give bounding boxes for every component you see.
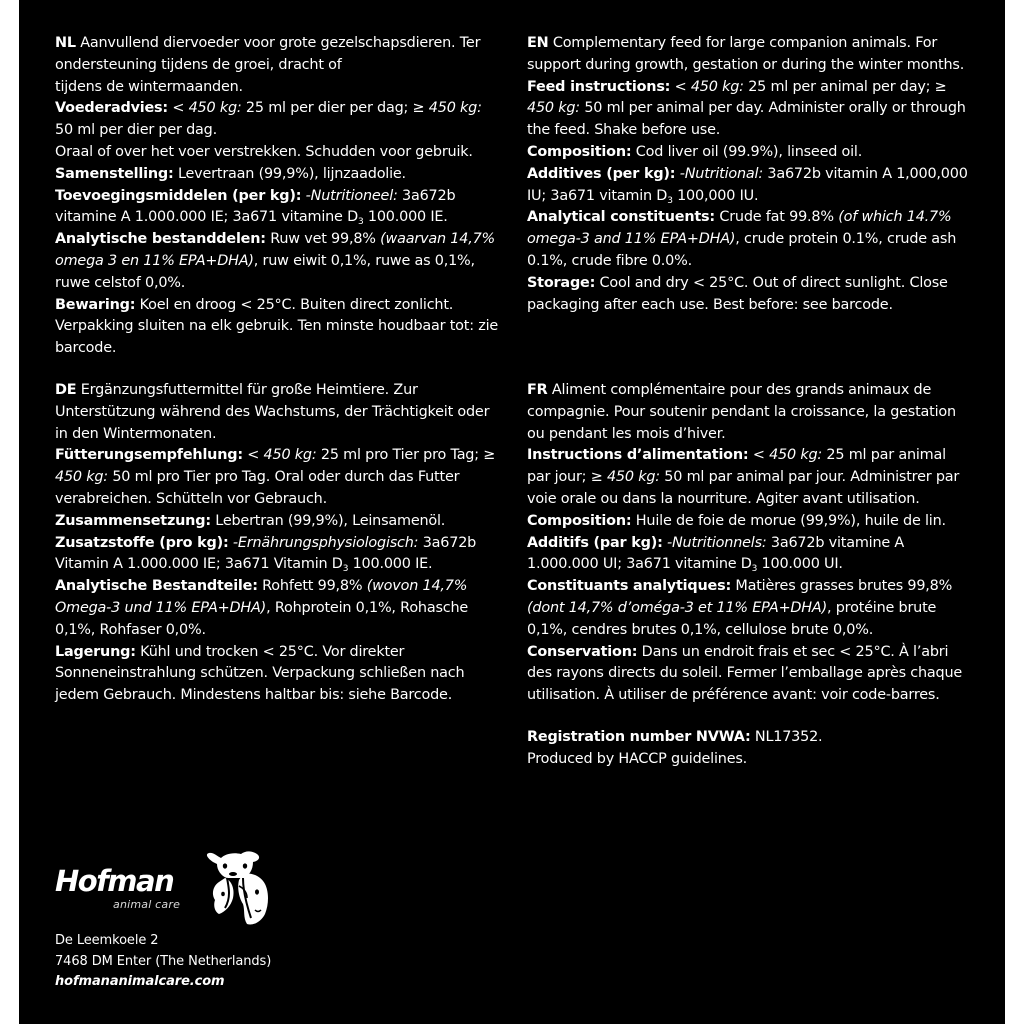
section-en bbox=[527, 33, 972, 316]
de-feed: Fütterungsempfehlung: < 450 kg: 25 ml pro Tier pro Tag; ≥ 450 kg: 50 ml pro Tier pro Tag. Oral oder durch das Futter verabreichen. Schütteln vor Gebrauch. bbox=[55, 447, 496, 507]
en-code: EN bbox=[527, 35, 549, 51]
nl-intro: NL Aanvullend diervoeder voor grote gezelschapsdieren. Ter ondersteuning tijdens de groei, dracht of tijdens de wintermaanden. bbox=[55, 35, 481, 95]
de-composition: Zusammensetzung: Lebertran (99,9%), Leinsamenöl. bbox=[55, 512, 446, 529]
nl-feed: Voederadvies: < 450 kg: 25 ml per dier per dag; ≥ 450 kg: 50 ml per dier per dag. Oraal of over het voer verstrekken. Schudden voor gebruik. bbox=[55, 100, 482, 160]
animals-icon bbox=[203, 848, 287, 928]
address-city: 7468 DM Enter (The Netherlands) bbox=[55, 953, 272, 969]
en-analysis: Analytical constituents: Crude fat 99.8% (of which 14.7% omega-3 and 11% EPA+DHA), crude protein 0.1%, crude ash 0.1%, crude fibre 0.0%. bbox=[527, 209, 957, 269]
registration-block bbox=[527, 727, 972, 771]
address-block bbox=[55, 931, 271, 993]
brand-name: Hofman bbox=[55, 864, 174, 898]
website-link[interactable]: hofmananimalcare.com bbox=[55, 974, 225, 989]
nl-analysis: Analytische bestanddelen: Ruw vet 99,8% (waarvan 14,7% omega 3 en 11% EPA+DHA), ruw eiwit 0,1%, ruwe as 0,1%, ruwe celstof 0,0%. bbox=[55, 231, 496, 291]
nl-composition: Samenstelling: Levertraan (99,9%), lijnzaadolie. bbox=[55, 165, 406, 182]
en-composition: Composition: Cod liver oil (99.9%), linseed oil. bbox=[527, 143, 863, 160]
fr-storage: Conservation: Dans un endroit frais et sec < 25°C. À l’abri des rayons directs du soleil. Fermer l’emballage après chaque utilisation. À utiliser de préférence avant: voir code-barres. bbox=[527, 643, 963, 704]
fr-analysis: Constituants analytiques: Matières grasses brutes 99,8% (dont 14,7% d’oméga-3 et 11% EPA+DHA), protéine brute 0,1%, cendres brutes 0,1%, cellulose brute 0,0%. bbox=[527, 578, 953, 638]
fr-feed: Instructions d’alimentation: < 450 kg: 25 ml par animal par jour; ≥ 450 kg: 50 ml par animal par jour. Administrer par voie orale ou dans la nourriture. Agiter avant utilisation. bbox=[527, 447, 960, 507]
address-street: De Leemkoele 2 bbox=[55, 933, 159, 948]
nl-storage: Bewaring: Koel en droog < 25°C. Buiten direct zonlicht. Verpakking sluiten na elk gebruik. Ten minste houdbaar tot: zie barcode. bbox=[55, 296, 499, 357]
de-storage: Lagerung: Kühl und trocken < 25°C. Vor direkter Sonneneinstrahlung schützen. Verpackung schließen nach jedem Gebrauch. Mindestens haltbar bis: siehe Barcode. bbox=[55, 643, 465, 704]
fr-composition: Composition: Huile de foie de morue (99,9%), huile de lin. bbox=[527, 512, 946, 529]
fr-additives: Additifs (par kg): -Nutritionnels: 3a672b vitamine A 1.000.000 UI; 3a671 vitamine $D_3$ 100.000 UI. bbox=[527, 534, 905, 575]
de-additives: Zusatzstoffe (pro kg): -Ernährungsphysiologisch: 3a672b Vitamin A 1.000.000 IE; 3a671 Vitamin $D_3$ 100.000 IE. bbox=[55, 534, 477, 575]
fr-code: FR bbox=[527, 382, 548, 398]
de-analysis: Analytische Bestandteile: Rohfett 99,8% (wovon 14,7% Omega-3 und 11% EPA+DHA), Rohprotein 0,1%, Rohasche 0,1%, Rohfaser 0,0%. bbox=[55, 578, 469, 638]
section-de bbox=[55, 380, 500, 707]
fr-intro: FR Aliment complémentaire pour des grands animaux de compagnie. Pour soutenir pendant la croissance, la gestation ou pendant les mois d’hiver. bbox=[527, 382, 956, 442]
product-label-panel bbox=[19, 0, 1005, 1024]
haccp-note: Produced by HACCP guidelines. bbox=[527, 750, 748, 767]
brand-tagline: animal care bbox=[113, 898, 181, 911]
section-fr bbox=[527, 380, 972, 707]
nl-code: NL bbox=[55, 35, 76, 51]
en-feed: Feed instructions: < 450 kg: 25 ml per animal per day; ≥ 450 kg: 50 ml per animal per day. Administer orally or through the feed. Shake before use. bbox=[527, 78, 966, 139]
de-intro: DE Ergänzungsfuttermittel für große Heimtiere. Zur Unterstützung während des Wachstums, der Trächtigkeit oder in den Wintermonaten. bbox=[55, 382, 490, 442]
en-intro: EN Complementary feed for large companion animals. For support during growth, gestation or during the winter months. bbox=[527, 35, 965, 73]
de-code: DE bbox=[55, 382, 77, 398]
nl-additives: Toevoegingsmiddelen (per kg): -Nutritioneel: 3a672b vitamine A 1.000.000 IE; 3a671 vitamine $D_3$ 100.000 IE. bbox=[55, 187, 456, 228]
registration-number: Registration number NVWA: NL17352. bbox=[527, 729, 823, 745]
en-storage: Storage: Cool and dry < 25°C. Out of direct sunlight. Close packaging after each use. Best before: see barcode. bbox=[527, 274, 948, 313]
section-nl bbox=[55, 33, 500, 360]
hofman-logo bbox=[55, 848, 295, 928]
en-additives: Additives (per kg): -Nutritional: 3a672b vitamin A 1,000,000 IU; 3a671 vitamin $D_3$ 100,000 IU. bbox=[527, 165, 968, 206]
